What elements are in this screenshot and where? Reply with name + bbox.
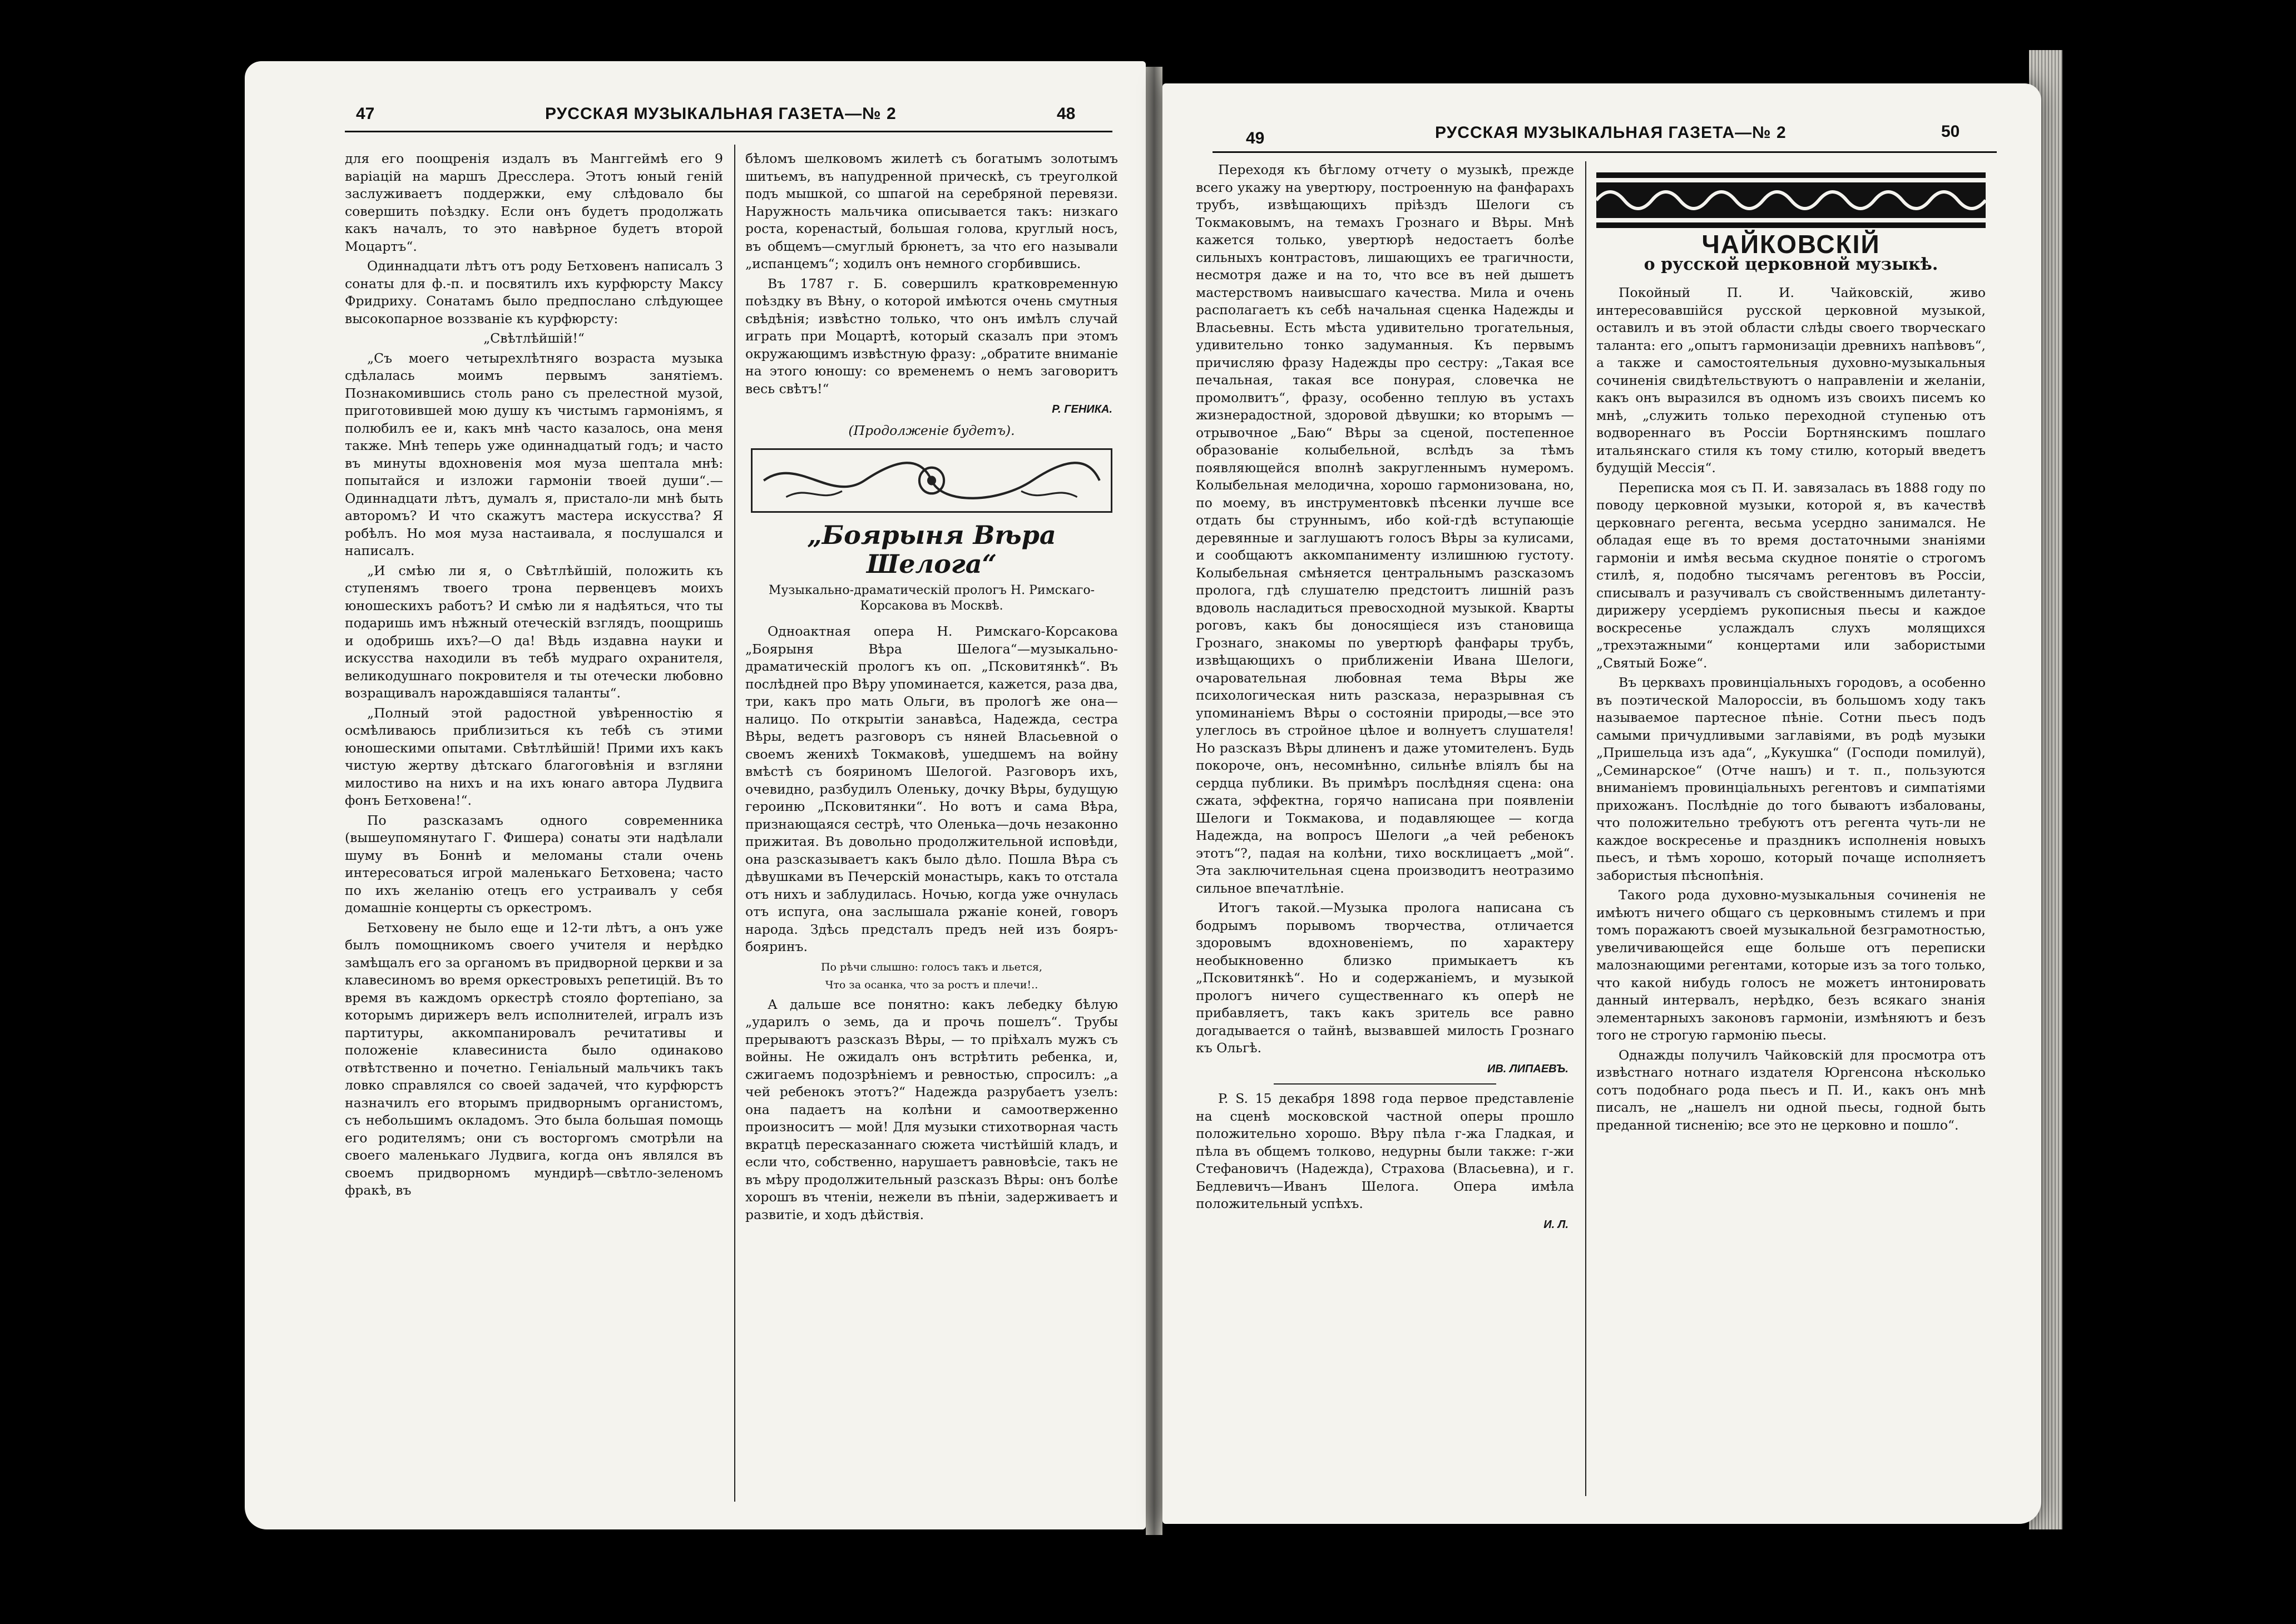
newspaper-title: РУССКАЯ МУЗЫКАЛЬНАЯ ГАЗЕТА—№ 2 [545,105,897,123]
left-page [245,61,1146,1529]
paragraph: „Полный этой радостной увѣренностію я осмѣливаюсь приблизиться къ тебѣ съ этими юношескими опытами. Свѣтлѣйшій! Прими ихъ какъ чистую жертву дѣтскаго благоговѣнія и взгляни милостиво на нихъ и на ихъ юнаго автора Лудвига фонъ Бетховена!“. [345,705,723,808]
paragraph: Бетховену не было еще и 12-ти лѣтъ, а онъ уже былъ помощникомъ своего учителя и нерѣдко замѣщалъ его за органомъ въ придворной церкви и за клавесиномъ во время оркестровыхъ репетицій. Въ то время въ каждомъ оркестрѣ стояло фортепіано, за которымъ дирижеръ велъ исполнителей, игралъ изъ партитуры, аккомпанировалъ речитативы и положеніе клавесиниста было одинаково отвѣтственно и почетно. Геніальный мальчикъ такъ ловко справлялся со своей задачей, что курфюрстъ назначилъ его вторымъ придворнымъ органистомъ, съ небольшимъ окладомъ. Это была большая помощь его родителямъ; они съ восторгомъ смотрѣли на своего маленькаго Лудвига, когда онъ являлся въ своемъ придворномъ мундирѣ—свѣтло-зеленомъ фракѣ, въ [345,919,723,1198]
paragraph: „И смѣю ли я, о Свѣтлѣйшій, положить къ ступенямъ твоего трона первенцевъ моихъ юношескихъ работъ? И смѣю ли я надѣяться, что ты подаришь имъ нѣжный отеческій взглядъ, поощришь и одобришь ихъ?—О да! Вѣдь издавна науки и искусства находили въ тебѣ мудраго охранителя, великодушнаго покровителя и ты отечески любовно возращивалъ нарождавшіяся таланты“. [345,562,723,701]
paragraph: Переписка моя съ П. И. завязалась въ 1888 году по поводу церковной музыки, которой я, въ качествѣ церковнаго регента, весьма усердно занимался. Не обладая еще въ то время достаточными знаніями гармоніи и имѣя весьма скудное понятіе о строгомъ стилѣ, я, подобно тысячамъ регентовъ въ Россіи, списывалъ и разучивалъ съ свойственнымъ дилетанту-дирижеру усердіемъ рукописныя пьесы и каждое воскресенье услаждалъ слухъ молящихся „трехэтажными“ концертами или забористыми „Святый Боже“. [1596,479,1986,671]
left-page-header [245,61,1146,123]
header-rule [1213,151,1997,153]
signature-lipaev: ИВ. ЛИПАЕВЪ. [1487,1062,1568,1075]
paragraph: А дальше все понятно: какъ лебедку бѣлую „ударилъ о земь, да и прочь пошелъ“. Трубы прерываютъ разсказъ Вѣры, — то пріѣхалъ мужъ съ войны. Не ожидалъ онъ встрѣтить ребенка, и, сжигаемъ подозрѣніемъ и ревностью, спросилъ: „а чей ребенокъ этотъ?“ Надежда разрубаетъ узелъ: она падаетъ на колѣни и самоотверженно произноситъ — мой! Для музыки стихотворная часть вкратцѣ пересказаннаго сюжета чистѣйшій кладъ, и если что, собственно, нарушаетъ равновѣсіе, такъ не въ мѣру продолжительный разсказъ Вѣры: онъ болѣе хорошъ въ чтеніи, нежели въ пѣніи, задерживаетъ и развитіе, и ходъ дѣйствія. [745,996,1118,1222]
paragraph: По разсказамъ одного современника (вышеупомянутаго Г. Фишера) сонаты эти надѣлали шуму въ Боннѣ и меломаны стали очень интересоваться игрой маленькаго Бетховена; часто по ихъ желанію отецъ его устраивалъ у себя домашніе концерты съ оркестромъ. [345,812,723,915]
divider-rule [1274,1083,1496,1085]
right-column-1 [1196,161,1574,1237]
to-be-continued: (Продолженіе будетъ). [848,422,1015,438]
decorative-band [1596,172,1986,228]
paragraph: бѣломъ шелковомъ жилетѣ съ богатымъ золотымъ шитьемъ, въ напудренной прическѣ, съ треуголкой подъ мышкой, со шпагой на серебряной перевязи. Наружность мальчика описывается такъ: низкаго роста, коренастый, большая голова, круглый носъ, въ общемъ—смуглый брюнетъ, за что его называли „испанцемъ“; ходилъ онъ немного сгорбившись. [745,151,1118,271]
article-title: ЧАЙКОВСКІЙ [1701,230,1881,259]
paragraph: Покойный П. И. Чайковскій, живо интересовавшійся русской церковной музыкой, оставилъ и въ этой области слѣды своего творческаго таланта: его „опытъ гармонизаціи древнихъ напѣвовъ“, а также и самостоятельныя духовно-музыкальныя сочиненія свидѣтельствуютъ о направленіи и желаніи, какъ онъ выразился въ одномъ изъ своихъ писемъ ко мнѣ, „служить только переходной ступенью отъ водвореннаго въ Россіи Бортнянскимъ пошлаго итальянскаго стиля къ тому стилю, который введетъ будущій Мессія“. [1596,285,1986,476]
opera-subtitle: Музыкально-драматическій прологъ Н. Римскаго-Корсакова въ Москвѣ. [768,583,1095,613]
column-divider [1585,161,1586,1496]
page-number-49: 49 [1246,129,1265,147]
ornament-band-icon [1596,172,1986,228]
paragraph: Въ церквахъ провинціальныхъ городовъ, а особенно въ поэтической Малороссіи, въ большомъ ходу такъ называемое партесное пѣніе. Сотни пьесъ подъ самыми причудливыми заглавіями, въ родѣ музыки „Пришельца изъ ада“, „Кукушка“ (Господи помилуй), „Семинарское“ (Отче нашъ) и т. п., пользуются вниманіемъ провинціальныхъ регентовъ и симпатіями прихожанъ. Послѣдніе до того бываютъ избалованы, что положительно требуютъ отъ регента чуть-ли не каждое воскресенье и праздникъ исполненія новыхъ пьесъ, и тѣмъ хорошо, который почаще исполняетъ забористыя пѣснопѣнія. [1596,675,1986,883]
paragraph: Одиннадцати лѣтъ отъ роду Бетховенъ написалъ 3 сонаты для ф.-п. и посвятилъ ихъ курфюрсту Максу Фридриху. Сонатамъ было предпослано слѣдующее высокопарное воззваніе къ курфюрсту: [345,258,723,326]
paragraph: Итогъ такой.—Музыка пролога написана съ бодрымъ порывомъ творчества, отличается здоровымъ вдохновеніемъ, по характеру необыкновенно близко примыкаетъ къ „Псковитянкѣ“. Но и содержаніемъ, и музыкой прологъ ничего существеннаго къ оперѣ не прибавляетъ, такъ какъ зритель все равно догадывается о тайнѣ, вызвавшей милость Грознаго къ Ольгѣ. [1196,900,1574,1056]
left-column-2 [745,150,1118,1226]
decorative-ornament [751,448,1112,513]
paragraph: Переходя къ бѣглому отчету о музыкѣ, прежде всего укажу на увертюру, построенную на фанфарахъ трубъ, извѣщающихъ пріѣздъ Шелоги съ Токмаковымъ, на темахъ Грознаго и Вѣры. Мнѣ кажется только, увертюрѣ недостаетъ болѣе сильныхъ контрастовъ, лишающихъ ее трагичности, несмотря даже и на то, что все въ ней дышетъ мастерствомъ наивысшаго качества. Мила и очень располагаетъ къ себѣ начальная сценка Надежды и Власьевны. Есть мѣста удивительно трогательныя, удивительно тонко задуманныя. Къ первымъ причисляю фразу Надежды про сестру: „Такая все печальная, такая все понурая, словечка не промолвитъ“, фразу, особенно теплую въ устахъ жизнерадостной, здоровой дѣвушки; ко вторымъ — отрывочное „Баю“ Вѣры за сценой, постепенное образованіе колыбельной, вслѣдъ за тѣмъ появляющейся вполнѣ закругленнымъ нумеромъ. Колыбельная мелодична, хорошо гармонизована, но, по моему, въ инструментовкѣ пѣсенки лучше все отдать бы струннымъ, ибо кой-гдѣ вступающіе деревянные и заглушаютъ голосъ Вѣры за кулисами, и сообщаютъ аккомпанименту излишнюю густоту. Колыбельная смѣняется центральнымъ разсказомъ пролога, гдѣ слушателю предстоитъ лишній разъ вдоволь насладиться превосходной музыкой. Кварты роговъ, какъ бы доносящіеся изъ становища Грознаго, знакомы по увертюрѣ фанфары трубъ, извѣщающихъ о приближеніи Ивана Шелоги, очаровательная любовная тема Вѣры же психологическая нить разсказа, неразрывная съ упоминаніемъ Вѣры о состояніи природы,—все это улеглось въ стройное цѣлое и волнуетъ слушателя! Но разсказъ Вѣры длиненъ и даже утомителенъ. Будь покороче, онъ, несомнѣнно, сильнѣе вліялъ бы на сердца публики. Въ примѣръ послѣдняя сцена: она сжата, эффектна, горячо написана при появленіи Шелоги и Токмакова, и подавляющее — когда Надежда, на вопросъ Шелоги „а чей ребенокъ этотъ“?, падая на колѣни, тихо восклицаетъ „мой“. Эта заключительная сцена производитъ неотразимо сильное впечатлѣніе. [1196,162,1574,896]
page-number-48: 48 [1057,105,1076,123]
header-rule [345,131,1112,132]
paragraph: для его поощренія издалъ въ Манггеймѣ его 9 варіацій на маршъ Дресслера. Этотъ юный геній заслуживаетъ поддержки, ему слѣдовало бы совершить поѣздку. Если онъ будетъ продолжать какъ началъ, то это навѣрное будетъ второй Моцартъ“. [345,151,723,254]
page-number-47: 47 [356,105,375,123]
article-subtitle: о русской церковной музыкѣ. [1644,254,1938,274]
page-number-50: 50 [1941,122,1960,141]
left-column-1 [345,150,723,1202]
signature-genika: Р. ГЕНИКА. [1052,403,1112,415]
verse-line: По рѣчи слышно: голосъ такъ и льется, [820,960,1043,973]
verse-line: Что за осанка, что за ростъ и плечи!.. [825,978,1038,991]
paragraph: Такого рода духовно-музыкальныя сочиненія не имѣютъ ничего общаго съ церковнымъ стилемъ и при томъ поражаютъ своей музыкальной безграмотностью, увеличивающейся еще больше отъ переписки малознающими регентами, которые изъ за того только, что какой нибудь голосъ не можетъ интонировать данный интервалъ, нерѣдко, безъ всякаго знанія элементарныхъ законовъ гармоніи, измѣняютъ и безъ того не строгую гармонію пьесы. [1596,887,1986,1043]
right-column-2 [1596,167,1986,1136]
newspaper-title: РУССКАЯ МУЗЫКАЛЬНАЯ ГАЗЕТА—№ 2 [1435,123,1787,142]
book-gutter [1146,67,1162,1535]
opera-title: „Боярыня Вѣра Шелога“ [807,520,1056,579]
paragraph: Однажды получилъ Чайковскій для просмотра отъ извѣстнаго нотнаго издателя Юргенсона нѣсколько сотъ подобнаго рода пьесъ и П. И., какъ онъ мнѣ писалъ, не „нашелъ ни одной пьесы, годной быть преданной тисненію; все это не церковно и пошло“. [1596,1047,1986,1133]
paragraph: Въ 1787 г. Б. совершилъ кратковременную поѣздку въ Вѣну, о которой имѣются очень смутныя свѣдѣнія; извѣстно только, что онъ имѣлъ случай играть при Моцартѣ, который сказалъ при этомъ окружающимъ извѣстную фразу: „обратите вниманіе на этого юношу: со временемъ о немъ заговоритъ весь свѣтъ!“ [745,275,1118,397]
ornament-scroll-icon [753,450,1111,511]
right-page [1162,83,2041,1524]
paragraph: „Свѣтлѣйшій!“ [483,330,585,346]
right-page-header [1162,83,2041,147]
signature-il: И. Л. [1543,1218,1568,1231]
paragraph: „Съ моего четырехлѣтняго возраста музыка сдѣлалась моимъ первымъ занятіемъ. Познакомившись столь рано съ прелестной музой, приготовившей мою душу къ чистымъ гармоніямъ, я полюбилъ ее и, какъ мнѣ часто казалось, она меня также. Мнѣ теперь уже одиннадцатый годъ; и часто въ минуты вдохновенія моя муза шептала мнѣ: попытайся и изложи гармоніи твоей души“.—Одиннадцати лѣтъ, думалъ я, пристало-ли мнѣ быть авторомъ? И что скажутъ мастера искусства? Я робѣлъ. Но моя муза настаивала, я послушался и написалъ. [345,350,723,558]
paragraph: P. S. 15 декабря 1898 года первое представленіе на сценѣ московской частной оперы прошло положительно хорошо. Вѣру пѣла г-жа Гладкая, и пѣла въ общемъ толково, недурны были также: г-жи Стефановичъ (Надежда), Страхова (Власьевна), и г. Бедлевичъ—Иванъ Шелога. Опера имѣла положительный успѣхъ. [1196,1091,1574,1211]
paragraph: Одноактная опера Н. Римскаго-Корсакова „Боярыня Вѣра Шелога“—музыкально-драматическій прологъ къ оп. „Псковитянкѣ“. Въ послѣдней про Вѣру упоминается, кажется, раза два, три, какъ про мать Ольги, въ прологѣ же она—налицо. По открытіи занавѣса, Надежда, сестра Вѣры, ведетъ разговоръ съ няней Власьевной о своемъ женихѣ Токмаковѣ, ушедшемъ на войну вмѣстѣ съ бояриномъ Шелогой. Разговоръ ихъ, очевидно, разбудилъ Оленьку, дочку Вѣры, будущую героиню „Псковитянки“. Но вотъ и сама Вѣра, признающаяся сестрѣ, что Оленька—дочь незаконно прижитая. Въ довольно продолжительной исповѣди, она разсказываетъ какъ было дѣло. Пошла Вѣра съ дѣвушками въ Печерскій монастырь, какъ то отстала отъ нихъ и заблудилась. Ночью, когда уже очнулась отъ испуга, она заслышала ржаніе коней, говоръ народа. Здѣсь предсталъ предъ ней изъ бояръ-бояринъ. [745,623,1118,954]
column-divider [734,145,735,1502]
